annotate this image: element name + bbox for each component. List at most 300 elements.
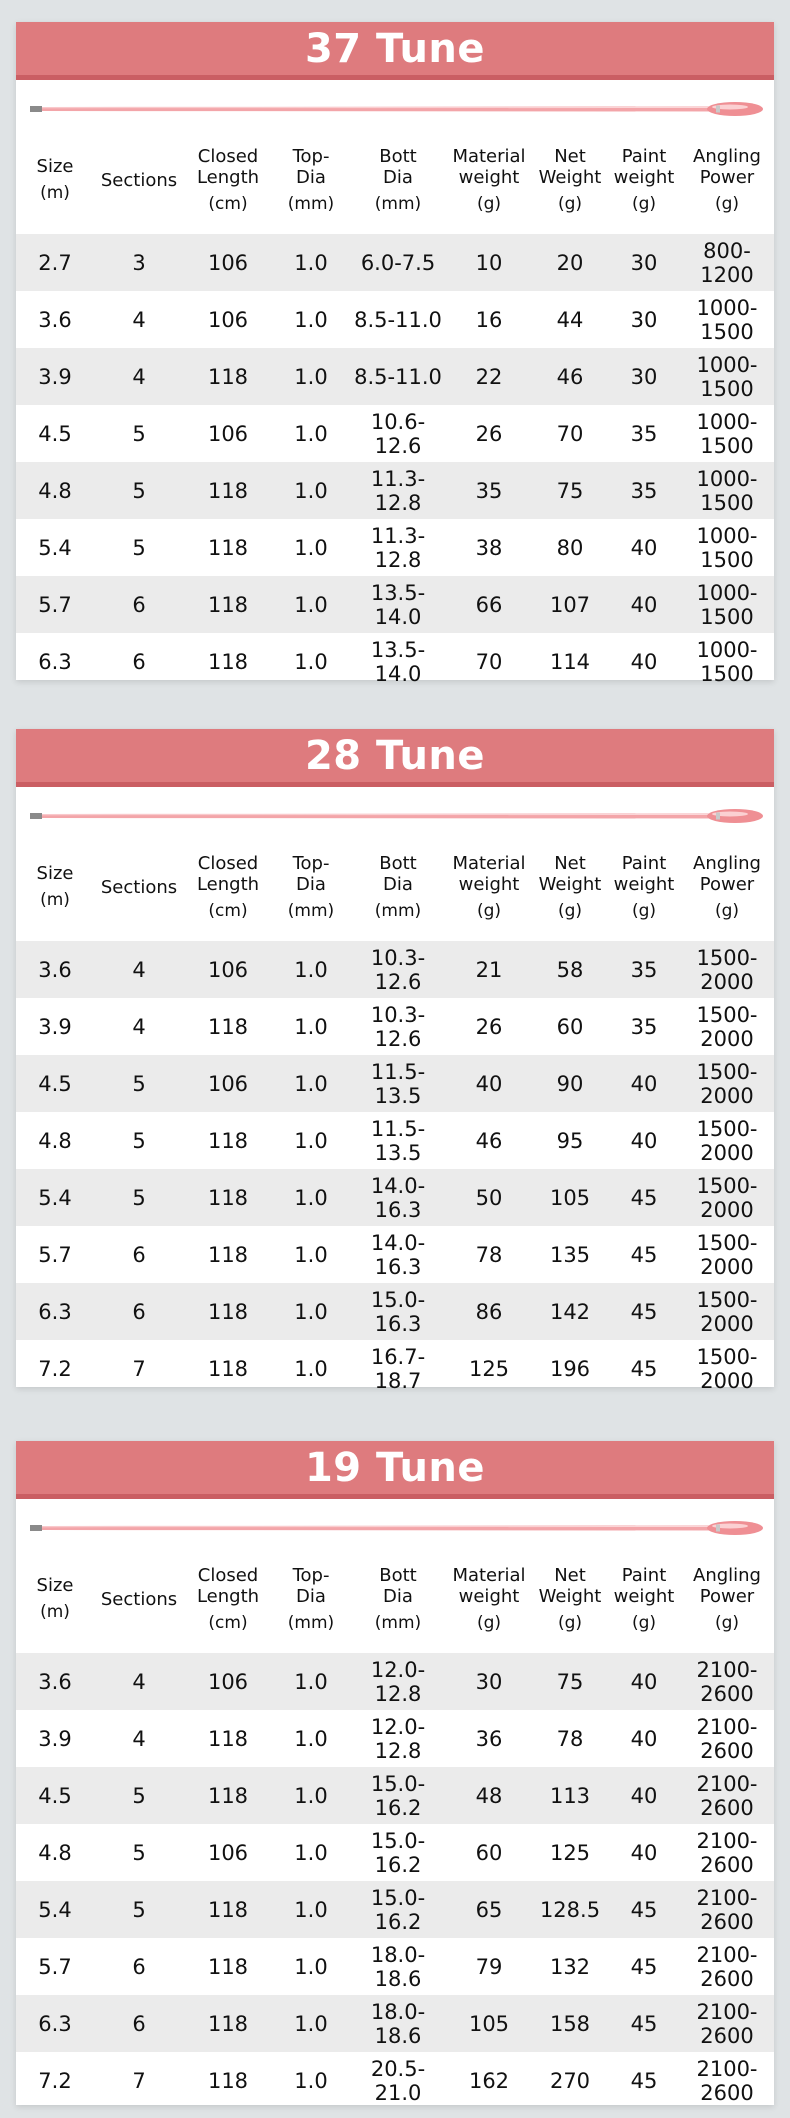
table-cell: 2100-2600: [696, 1714, 758, 1763]
table-cell: 40: [630, 1726, 658, 1751]
table-cell: 30: [630, 364, 658, 389]
header-cell: [184, 126, 272, 234]
table-row: [16, 941, 774, 998]
table-cell: 10.3-12.6: [370, 1002, 426, 1051]
table-cell: 128.5: [539, 1897, 601, 1922]
table-cell: 1.0: [294, 592, 328, 617]
header-cell: [446, 126, 532, 234]
table-cell: 1000-1500: [696, 295, 758, 344]
table-cell: 1500-2000: [696, 945, 758, 994]
table-cell: 8.5-11.0: [354, 364, 442, 389]
table-cell: 4.5: [38, 1783, 72, 1808]
table-cell: 118: [207, 1897, 249, 1922]
table-cell: 118: [207, 1014, 249, 1039]
header-unit: (mm): [374, 193, 422, 214]
table-cell: 1.0: [294, 1242, 328, 1267]
table-cell: 13.5-14.0: [370, 637, 426, 686]
table-cell: 2100-2600: [696, 1885, 758, 1934]
table-cell: 7: [132, 1356, 146, 1381]
table-cell: 5: [132, 421, 146, 446]
table-cell: 3.9: [38, 1726, 72, 1751]
table-cell: 1000-1500: [696, 352, 758, 401]
table-cell: 162: [468, 2068, 510, 2093]
header-label: Bott Dia: [379, 852, 417, 895]
header-unit: (mm): [374, 1612, 422, 1633]
table-cell: 118: [207, 2011, 249, 2036]
table-title: 28 Tune: [16, 729, 774, 787]
table-cell: 7.2: [38, 1356, 72, 1381]
table-cell: 35: [630, 421, 658, 446]
table-cell: 45: [630, 2011, 658, 2036]
header-unit: (m): [40, 890, 70, 910]
table-cell: 10.3-12.6: [370, 945, 426, 994]
table-cell: 40: [630, 1840, 658, 1865]
table-cell: 1000-1500: [696, 523, 758, 572]
table-cell: 1.0: [294, 535, 328, 560]
header-cell: [350, 1545, 446, 1653]
table-cell: 1000-1500: [696, 580, 758, 629]
table-cell: 45: [630, 2068, 658, 2093]
header-unit: (cm): [208, 193, 248, 214]
table-cell: 158: [549, 2011, 591, 2036]
table-row: [16, 1112, 774, 1169]
spec-table-28-tune: [16, 729, 774, 1393]
table-cell: 105: [549, 1185, 591, 1210]
table-cell: 1500-2000: [696, 1002, 758, 1051]
table-cell: 1500-2000: [696, 1344, 758, 1393]
table-cell: 15.0-16.3: [370, 1287, 426, 1336]
table-cell: 1.0: [294, 2068, 328, 2093]
table-cell: 26: [475, 421, 503, 446]
header-cell: [532, 126, 608, 234]
table-cell: 5.7: [38, 592, 72, 617]
table-cell: 58: [556, 957, 584, 982]
header-unit: (g): [557, 900, 583, 921]
table-cell: 11.5-13.5: [370, 1059, 426, 1108]
table-cell: 1.0: [294, 1299, 328, 1324]
fishing-rod-image: [30, 1519, 765, 1537]
header-cell: [184, 1545, 272, 1653]
spec-table-37-tune: [16, 22, 774, 686]
table-cell: 2100-2600: [696, 1771, 758, 1820]
table-cell: 75: [556, 478, 584, 503]
header-label: Paint weight: [613, 145, 675, 188]
table-cell: 78: [475, 1242, 503, 1267]
table-cell: 5: [132, 1185, 146, 1210]
table-cell: 38: [475, 535, 503, 560]
table-cell: 21: [475, 957, 503, 982]
header-label: Sections: [100, 169, 178, 191]
table-cell: 4: [132, 364, 146, 389]
table-cell: 16.7-18.7: [370, 1344, 426, 1393]
table-row: [16, 405, 774, 462]
table-cell: 106: [207, 250, 249, 275]
header-cell: [608, 126, 680, 234]
spec-table-19-tune: [16, 1441, 774, 2105]
table-cell: 106: [207, 957, 249, 982]
table-row: [16, 462, 774, 519]
header-label: Paint weight: [613, 1564, 675, 1607]
table-cell: 11.3-12.8: [370, 466, 426, 515]
header-label: Top- Dia: [292, 852, 330, 895]
header-cell: [272, 126, 350, 234]
table-cell: 1.0: [294, 307, 328, 332]
table-cell: 3.9: [38, 1014, 72, 1039]
table-cell: 2100-2600: [696, 1999, 758, 2048]
table-title: 37 Tune: [16, 22, 774, 80]
table-cell: 4.8: [38, 478, 72, 503]
header-unit: (cm): [208, 1612, 248, 1633]
table-header: [16, 1545, 774, 1653]
table-cell: 132: [549, 1954, 591, 1979]
header-label: Top- Dia: [292, 145, 330, 188]
header-cell: [446, 833, 532, 941]
table-cell: 26: [475, 1014, 503, 1039]
table-cell: 1500-2000: [696, 1116, 758, 1165]
table-body: [16, 941, 774, 1397]
table-cell: 1.0: [294, 2011, 328, 2036]
table-cell: 11.5-13.5: [370, 1116, 426, 1165]
table-cell: 2.7: [38, 250, 72, 275]
table-row: [16, 1938, 774, 1995]
table-row: [16, 1055, 774, 1112]
header-unit: (g): [631, 1612, 657, 1633]
table-cell: 20.5-21.0: [370, 2056, 426, 2105]
table-cell: 2100-2600: [696, 1942, 758, 1991]
header-label: Closed Length: [196, 145, 260, 188]
table-header: [16, 126, 774, 234]
table-cell: 142: [549, 1299, 591, 1324]
table-cell: 6.3: [38, 649, 72, 674]
header-unit: (g): [476, 193, 502, 214]
table-cell: 40: [630, 1071, 658, 1096]
table-cell: 66: [475, 592, 503, 617]
table-cell: 35: [630, 957, 658, 982]
table-cell: 1500-2000: [696, 1173, 758, 1222]
header-unit: (g): [476, 1612, 502, 1633]
table-cell: 118: [207, 1242, 249, 1267]
table-cell: 15.0-16.2: [370, 1885, 426, 1934]
table-cell: 4.5: [38, 1071, 72, 1096]
table-cell: 118: [207, 1128, 249, 1153]
table-cell: 1.0: [294, 1185, 328, 1210]
table-cell: 4.5: [38, 421, 72, 446]
table-row: [16, 998, 774, 1055]
table-cell: 45: [630, 1897, 658, 1922]
table-cell: 1500-2000: [696, 1230, 758, 1279]
table-cell: 1.0: [294, 1071, 328, 1096]
table-cell: 5: [132, 1128, 146, 1153]
table-cell: 40: [630, 1783, 658, 1808]
table-cell: 12.0-12.8: [370, 1657, 426, 1706]
table-cell: 3.6: [38, 957, 72, 982]
fishing-rod-image: [30, 807, 765, 825]
table-row: [16, 1653, 774, 1710]
table-cell: 125: [549, 1840, 591, 1865]
header-cell: [608, 1545, 680, 1653]
table-cell: 5: [132, 1071, 146, 1096]
table-cell: 5.4: [38, 1897, 72, 1922]
header-cell: [272, 833, 350, 941]
table-cell: 6: [132, 649, 146, 674]
header-label: Angling Power: [693, 852, 761, 895]
table-cell: 4: [132, 1726, 146, 1751]
table-title: 19 Tune: [16, 1441, 774, 1499]
header-unit: (mm): [287, 1612, 335, 1633]
table-cell: 4: [132, 957, 146, 982]
header-label: Material weight: [452, 852, 526, 895]
header-label: Paint weight: [613, 852, 675, 895]
table-cell: 196: [549, 1356, 591, 1381]
header-label: Size: [36, 156, 74, 177]
table-cell: 4: [132, 307, 146, 332]
table-cell: 5.7: [38, 1242, 72, 1267]
header-label: Closed Length: [196, 852, 260, 895]
header-label: Closed Length: [196, 1564, 260, 1607]
table-cell: 8.5-11.0: [354, 307, 442, 332]
header-label: Angling Power: [693, 145, 761, 188]
table-cell: 2100-2600: [696, 2056, 758, 2105]
table-cell: 45: [630, 1356, 658, 1381]
header-label: Net Weight: [538, 1564, 602, 1607]
table-cell: 1.0: [294, 1897, 328, 1922]
table-cell: 1.0: [294, 1840, 328, 1865]
table-cell: 125: [468, 1356, 510, 1381]
table-cell: 7.2: [38, 2068, 72, 2093]
header-label: Bott Dia: [379, 145, 417, 188]
table-cell: 40: [630, 1128, 658, 1153]
table-cell: 5.7: [38, 1954, 72, 1979]
header-label: Angling Power: [693, 1564, 761, 1607]
table-cell: 86: [475, 1299, 503, 1324]
table-header: [16, 833, 774, 941]
table-cell: 35: [630, 1014, 658, 1039]
table-cell: 270: [549, 2068, 591, 2093]
table-cell: 30: [475, 1669, 503, 1694]
table-cell: 60: [556, 1014, 584, 1039]
table-cell: 13.5-14.0: [370, 580, 426, 629]
table-cell: 2100-2600: [696, 1828, 758, 1877]
table-row: [16, 2052, 774, 2109]
header-cell: [532, 833, 608, 941]
header-label: Sections: [100, 1588, 178, 1610]
table-cell: 10: [475, 250, 503, 275]
header-label: Top- Dia: [292, 1564, 330, 1607]
table-cell: 40: [630, 649, 658, 674]
header-label: Bott Dia: [379, 1564, 417, 1607]
header-unit: (g): [476, 900, 502, 921]
table-cell: 70: [556, 421, 584, 446]
table-cell: 118: [207, 1954, 249, 1979]
table-cell: 6.3: [38, 1299, 72, 1324]
table-cell: 40: [475, 1071, 503, 1096]
table-cell: 3: [132, 250, 146, 275]
header-label: Sections: [100, 876, 178, 898]
table-cell: 18.0-18.6: [370, 1999, 426, 2048]
table-cell: 4: [132, 1669, 146, 1694]
table-cell: 48: [475, 1783, 503, 1808]
fishing-rod-image: [30, 100, 765, 118]
table-cell: 40: [630, 592, 658, 617]
table-cell: 118: [207, 364, 249, 389]
table-cell: 114: [549, 649, 591, 674]
table-cell: 118: [207, 535, 249, 560]
table-cell: 6: [132, 1299, 146, 1324]
table-cell: 40: [630, 1669, 658, 1694]
table-body: [16, 1653, 774, 2109]
header-cell: [94, 1545, 184, 1653]
header-unit: (g): [557, 193, 583, 214]
table-cell: 60: [475, 1840, 503, 1865]
header-cell: [94, 833, 184, 941]
header-cell: [532, 1545, 608, 1653]
table-cell: 1000-1500: [696, 466, 758, 515]
table-cell: 14.0-16.3: [370, 1230, 426, 1279]
table-row: [16, 519, 774, 576]
table-row: [16, 1767, 774, 1824]
table-cell: 35: [475, 478, 503, 503]
table-cell: 70: [475, 649, 503, 674]
table-cell: 6.0-7.5: [360, 250, 436, 275]
table-cell: 18.0-18.6: [370, 1942, 426, 1991]
table-cell: 118: [207, 478, 249, 503]
table-row: [16, 1881, 774, 1938]
table-cell: 6: [132, 592, 146, 617]
table-cell: 106: [207, 1840, 249, 1865]
table-cell: 46: [475, 1128, 503, 1153]
table-cell: 40: [630, 535, 658, 560]
table-cell: 1.0: [294, 1356, 328, 1381]
table-row: [16, 1226, 774, 1283]
table-cell: 106: [207, 421, 249, 446]
table-cell: 5.4: [38, 535, 72, 560]
table-cell: 1.0: [294, 1954, 328, 1979]
table-cell: 118: [207, 649, 249, 674]
header-cell: [94, 126, 184, 234]
table-cell: 1.0: [294, 250, 328, 275]
table-cell: 20: [556, 250, 584, 275]
table-cell: 118: [207, 592, 249, 617]
header-unit: (mm): [287, 193, 335, 214]
header-cell: [680, 1545, 774, 1653]
table-cell: 1.0: [294, 1669, 328, 1694]
table-cell: 1.0: [294, 957, 328, 982]
table-cell: 4: [132, 1014, 146, 1039]
table-cell: 45: [630, 1299, 658, 1324]
table-cell: 45: [630, 1185, 658, 1210]
table-cell: 2100-2600: [696, 1657, 758, 1706]
table-cell: 5.4: [38, 1185, 72, 1210]
table-cell: 118: [207, 1185, 249, 1210]
table-cell: 50: [475, 1185, 503, 1210]
table-cell: 113: [549, 1783, 591, 1808]
table-cell: 3.6: [38, 1669, 72, 1694]
header-cell: [680, 833, 774, 941]
header-unit: (mm): [287, 900, 335, 921]
table-row: [16, 348, 774, 405]
table-cell: 46: [556, 364, 584, 389]
table-cell: 1.0: [294, 364, 328, 389]
table-row: [16, 1710, 774, 1767]
table-cell: 36: [475, 1726, 503, 1751]
header-cell: [184, 833, 272, 941]
table-cell: 1.0: [294, 478, 328, 503]
table-cell: 12.0-12.8: [370, 1714, 426, 1763]
table-cell: 35: [630, 478, 658, 503]
header-cell: [608, 833, 680, 941]
table-cell: 14.0-16.3: [370, 1173, 426, 1222]
table-cell: 5: [132, 478, 146, 503]
header-label: Material weight: [452, 145, 526, 188]
table-row: [16, 1283, 774, 1340]
table-cell: 118: [207, 1299, 249, 1324]
table-cell: 6: [132, 1954, 146, 1979]
table-cell: 118: [207, 1783, 249, 1808]
table-cell: 118: [207, 1726, 249, 1751]
table-cell: 7: [132, 2068, 146, 2093]
table-cell: 78: [556, 1726, 584, 1751]
table-cell: 30: [630, 250, 658, 275]
table-cell: 11.3-12.8: [370, 523, 426, 572]
table-row: [16, 576, 774, 633]
header-unit: (m): [40, 183, 70, 203]
header-unit: (g): [557, 1612, 583, 1633]
table-cell: 6: [132, 1242, 146, 1267]
table-cell: 5: [132, 1897, 146, 1922]
table-cell: 65: [475, 1897, 503, 1922]
table-cell: 1.0: [294, 1014, 328, 1039]
table-cell: 1.0: [294, 649, 328, 674]
table-cell: 107: [549, 592, 591, 617]
header-label: Net Weight: [538, 852, 602, 895]
table-cell: 106: [207, 307, 249, 332]
header-unit: (mm): [374, 900, 422, 921]
table-cell: 16: [475, 307, 503, 332]
table-cell: 1000-1500: [696, 637, 758, 686]
header-cell: [680, 126, 774, 234]
table-cell: 30: [630, 307, 658, 332]
table-row: [16, 1824, 774, 1881]
table-cell: 45: [630, 1242, 658, 1267]
table-cell: 1000-1500: [696, 409, 758, 458]
table-row: [16, 1169, 774, 1226]
table-cell: 80: [556, 535, 584, 560]
table-cell: 5: [132, 1783, 146, 1808]
table-cell: 4.8: [38, 1128, 72, 1153]
table-cell: 45: [630, 1954, 658, 1979]
table-cell: 5: [132, 535, 146, 560]
table-row: [16, 234, 774, 291]
table-cell: 118: [207, 2068, 249, 2093]
header-unit: (g): [714, 1612, 740, 1633]
table-cell: 118: [207, 1356, 249, 1381]
table-cell: 135: [549, 1242, 591, 1267]
table-cell: 3.9: [38, 364, 72, 389]
header-cell: [350, 126, 446, 234]
header-unit: (g): [631, 193, 657, 214]
header-label: Material weight: [452, 1564, 526, 1607]
header-unit: (m): [40, 1602, 70, 1622]
header-cell: [16, 1545, 94, 1653]
table-cell: 3.6: [38, 307, 72, 332]
header-cell: [16, 833, 94, 941]
table-cell: 75: [556, 1669, 584, 1694]
table-cell: 106: [207, 1669, 249, 1694]
table-cell: 79: [475, 1954, 503, 1979]
table-cell: 6.3: [38, 2011, 72, 2036]
table-cell: 1.0: [294, 1726, 328, 1751]
table-cell: 5: [132, 1840, 146, 1865]
